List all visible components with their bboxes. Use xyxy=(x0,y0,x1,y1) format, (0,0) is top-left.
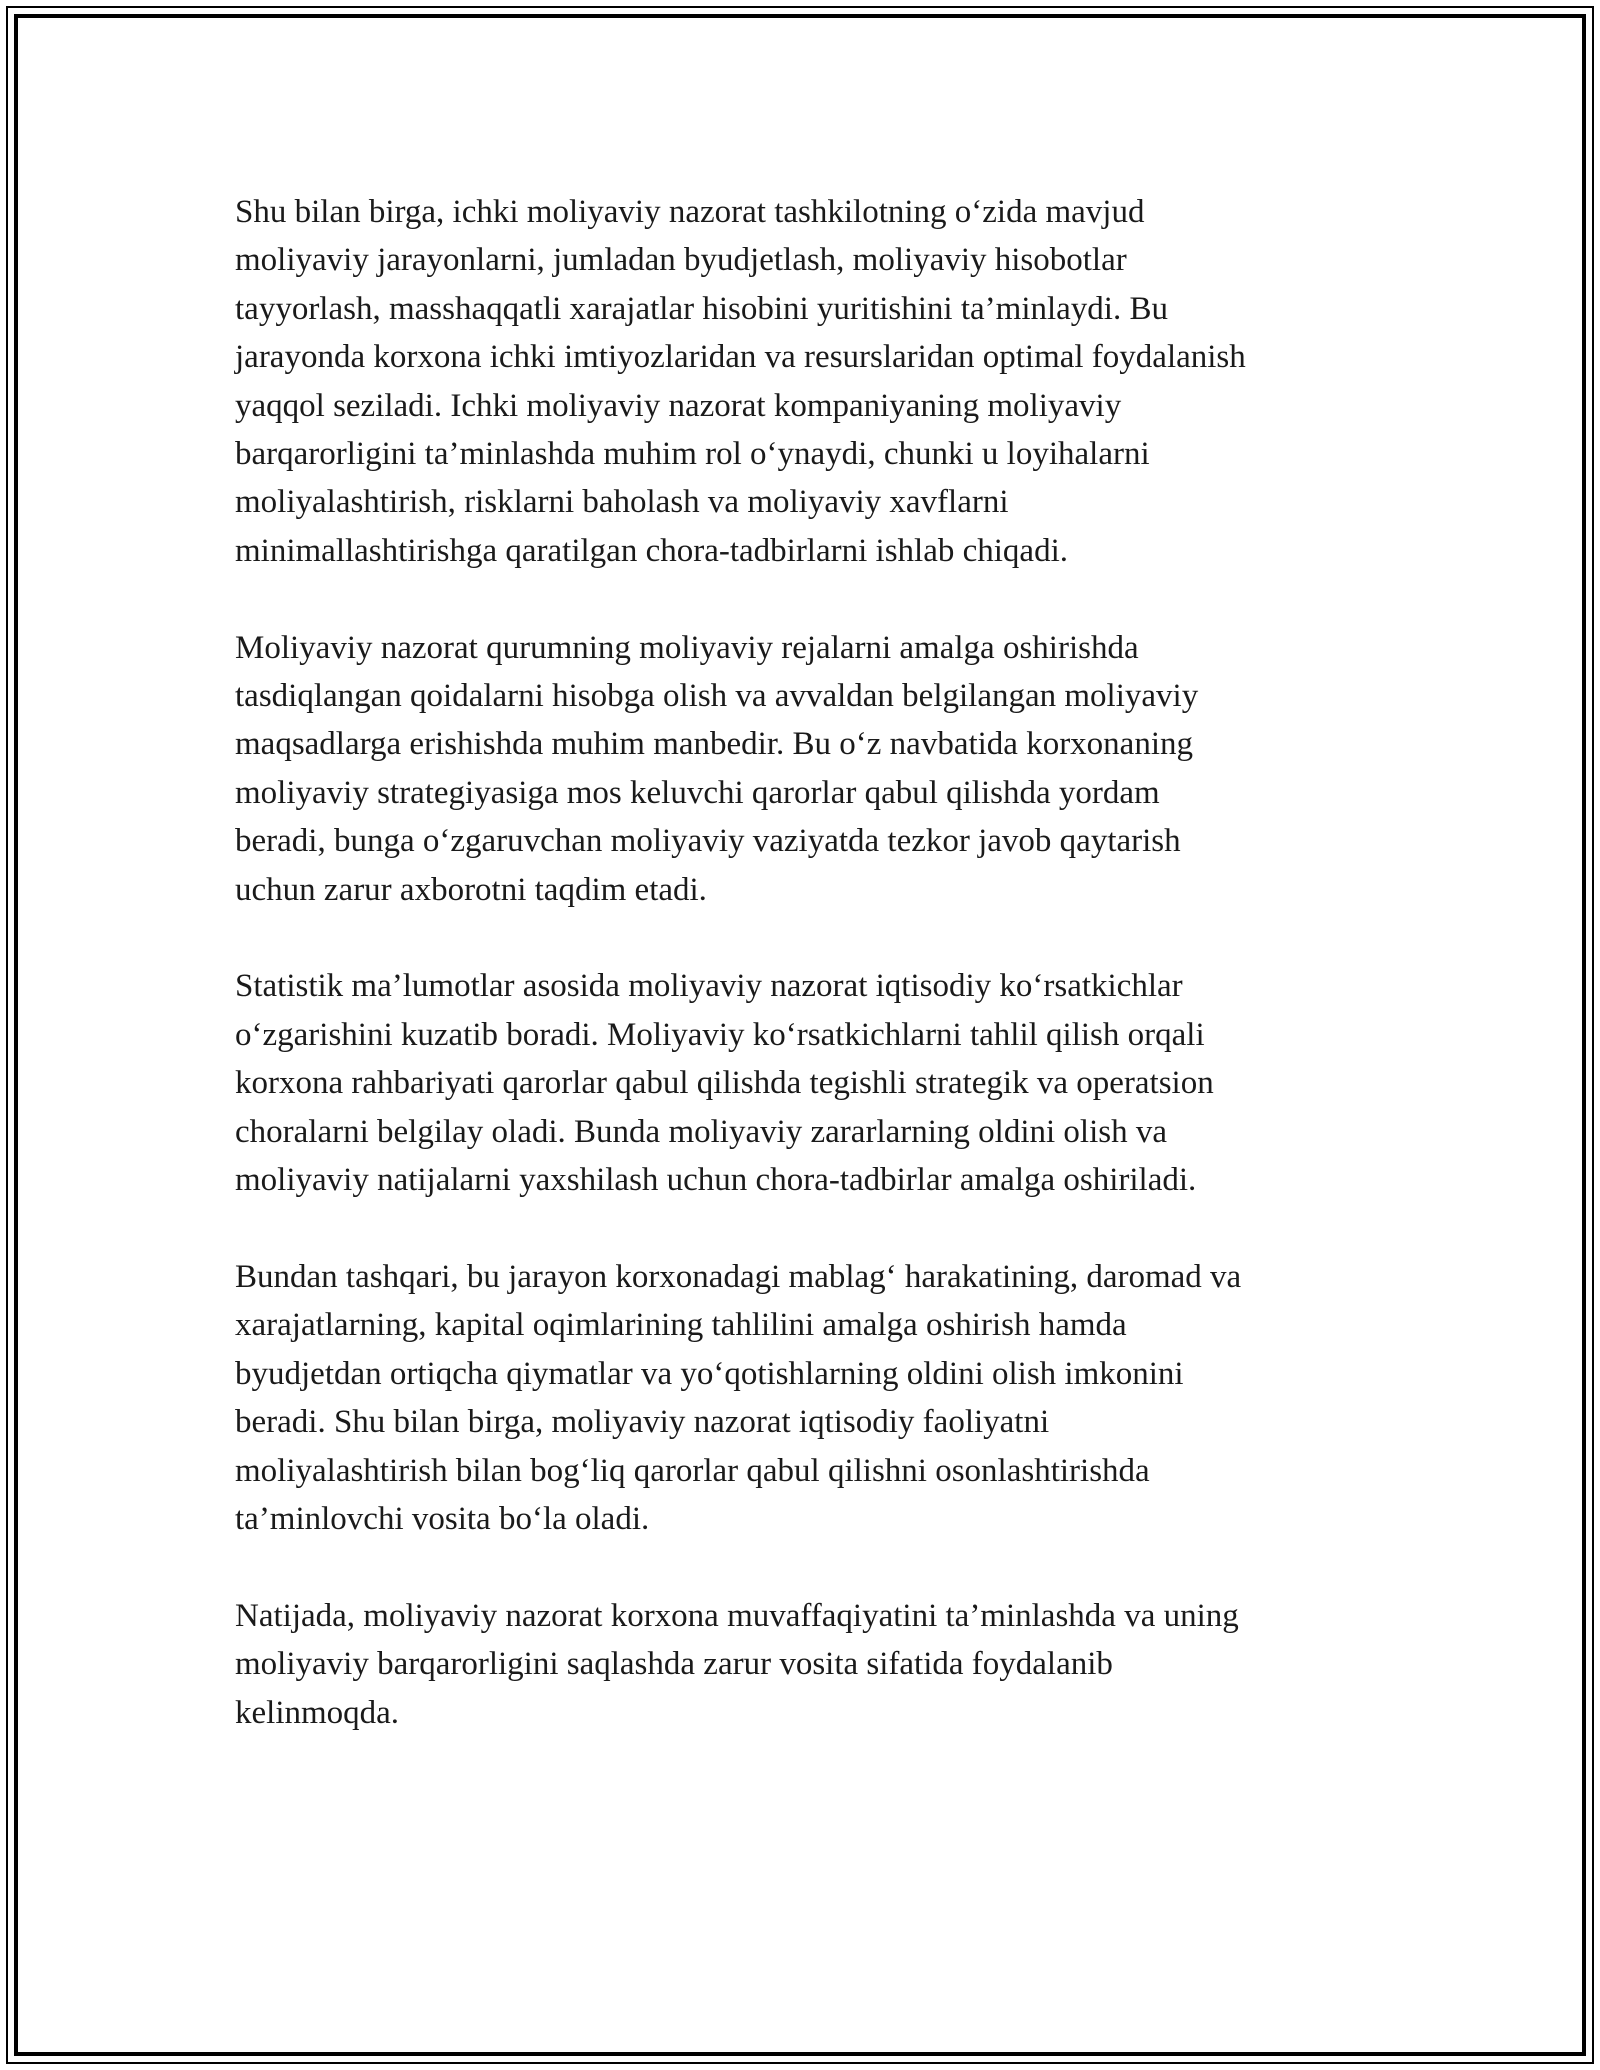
text-line: moliyaviy natijalarni yaxshilash uchun chora-tadbirlar amalga oshiriladi. xyxy=(235,1162,1197,1199)
text-line: uchun zarur axborotni taqdim etadi. xyxy=(235,871,707,908)
text-line: Statistik ma’lumotlar asosida moliyaviy nazorat iqtisodiy ko‘rsatkichlar xyxy=(235,968,1183,1005)
paragraph-3 xyxy=(235,962,1365,1204)
text-line: moliyalashtirish, risklarni baholash va moliyaviy xavflarni xyxy=(235,484,1009,521)
text-line: maqsadlarga erishishda muhim manbedir. Bu o‘z navbatida korxonaning xyxy=(235,726,1193,763)
text-line: choralarni belgilay oladi. Bunda moliyaviy zararlarning oldini olish va xyxy=(235,1113,1167,1150)
text-line: xarajatlarning, kapital oqimlarining tahlilini amalga oshirish hamda xyxy=(235,1307,1127,1344)
text-line: Moliyaviy nazorat qurumning moliyaviy rejalarni amalga oshirishda xyxy=(235,629,1139,666)
paragraph-5 xyxy=(235,1592,1365,1737)
paragraph-4 xyxy=(235,1253,1365,1543)
document-body xyxy=(235,188,1365,1785)
paragraph-1 xyxy=(235,188,1365,575)
text-line: minimallashtirishga qaratilgan chora-tadbirlarni ishlab chiqadi. xyxy=(235,532,1068,569)
text-line: moliyalashtirish bilan bog‘liq qarorlar qabul qilishni osonlashtirishda xyxy=(235,1452,1150,1489)
text-line: barqarorligini ta’minlashda muhim rol o‘ynaydi, chunki u loyihalarni xyxy=(235,436,1150,473)
text-line: moliyaviy jarayonlarni, jumladan byudjetlash, moliyaviy hisobotlar xyxy=(235,242,1127,279)
text-line: Natijada, moliyaviy nazorat korxona muvaffaqiyatini ta’minlashda va uning xyxy=(235,1597,1239,1634)
text-line: jarayonda korxona ichki imtiyozlaridan va resurslaridan optimal foydalanish xyxy=(235,339,1246,376)
text-line: byudjetdan ortiqcha qiymatlar va yo‘qotishlarning oldini olish imkonini xyxy=(235,1355,1184,1392)
text-line: tasdiqlangan qoidalarni hisobga olish va avvaldan belgilangan moliyaviy xyxy=(235,678,1199,715)
text-line: beradi, bunga o‘zgaruvchan moliyaviy vaziyatda tezkor javob qaytarish xyxy=(235,823,1181,860)
text-line: korxona rahbariyati qarorlar qabul qilishda tegishli strategik va operatsion xyxy=(235,1065,1214,1102)
text-line: o‘zgarishini kuzatib boradi. Moliyaviy ko‘rsatkichlarni tahlil qilish orqali xyxy=(235,1016,1205,1053)
text-line: tayyorlash, masshaqqatli xarajatlar hisobini yuritishini ta’minlaydi. Bu xyxy=(235,290,1168,327)
text-line: moliyaviy strategiyasiga mos keluvchi qarorlar qabul qilishda yordam xyxy=(235,774,1160,811)
text-line: Shu bilan birga, ichki moliyaviy nazorat tashkilotning o‘zida mavjud xyxy=(235,194,1145,230)
text-line: kelinmoqda. xyxy=(235,1694,400,1731)
text-line: beradi. Shu bilan birga, moliyaviy nazorat iqtisodiy faoliyatni xyxy=(235,1404,1050,1441)
text-line: moliyaviy barqarorligini saqlashda zarur vosita sifatida foydalanib xyxy=(235,1646,1113,1683)
paragraph-2 xyxy=(235,624,1365,914)
text-line: yaqqol seziladi. Ichki moliyaviy nazorat kompaniyaning moliyaviy xyxy=(235,387,1122,424)
text-line: Bundan tashqari, bu jarayon korxonadagi mablag‘ harakatining, daromad va xyxy=(235,1258,1242,1295)
text-line: ta’minlovchi vosita bo‘la oladi. xyxy=(235,1500,650,1537)
